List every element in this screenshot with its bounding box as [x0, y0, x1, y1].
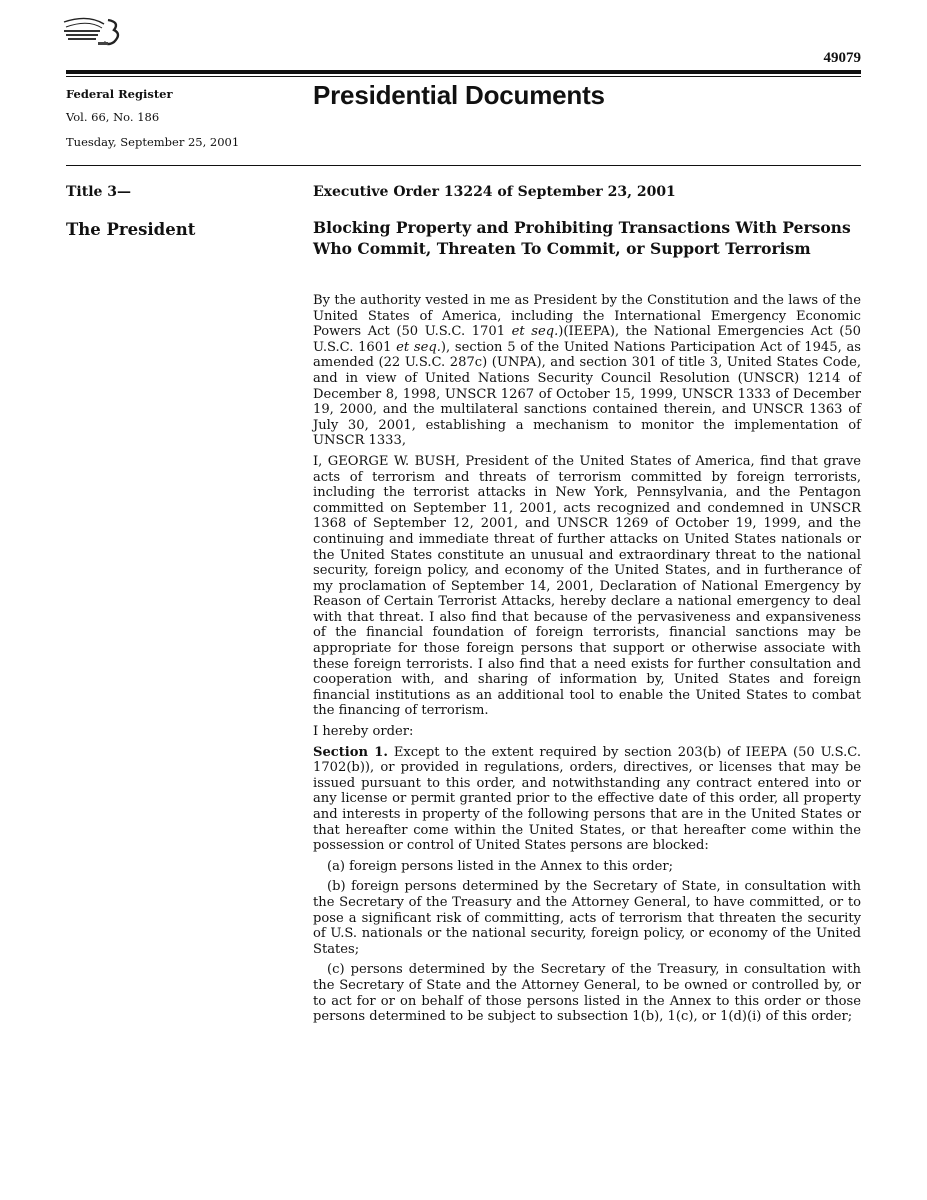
preamble-text-1: By the authority vested in me as President by the Constitution and the laws of the United States of America, including the International Emergency Economic Powers Act (50 U.S.C. 1701	[313, 293, 861, 340]
item-b: (b) foreign persons determined by the Secretary of State, in consultation with the Secretary of the Treasury and the Attorney General, to have committed, or to pose a significant risk of committing, acts of terrorism that threaten the security of U.S. nationals or the national security, foreign policy, or economy of the United States;	[313, 879, 861, 957]
order-statement: I hereby order:	[313, 724, 414, 740]
section-title: Presidential Documents	[313, 80, 605, 110]
order-body	[313, 293, 861, 1030]
item-c: (c) persons determined by the Secretary of the Treasury, in consultation with the Secretary of State and the Attorney General, to be owned or controlled by, or to act for or on behalf of those persons listed in the Annex to this order or those persons determined to be subject to subsection 1(b), 1(c), or 1(d)(i) of this order;	[313, 962, 861, 1025]
et-seq-italic: et seq.	[396, 339, 441, 355]
order-heading: Executive Order 13224 of September 23, 2001	[313, 184, 676, 200]
section-rule	[66, 165, 861, 166]
et-seq-italic: et seq.	[511, 324, 559, 340]
title-name: The President	[66, 220, 196, 239]
item-a: (a) foreign persons listed in the Annex to this order;	[327, 858, 674, 874]
section-1-paragraph	[313, 745, 861, 854]
preamble-text-3: ), section 5 of the United Nations Participation Act of 1945, as amended (22 U.S.C. 287c) (UNPA), and section 301 of title 3, United States Code, and in view of United Nations Security Council Resolution (UNSCR) 1214 of December 8, 1998, UNSCR 1267 of October 15, 1999, UNSCR 1333 of December 19, 2000, and the multilateral sanctions contained therein, and UNSCR 1363 of July 30, 2001, establishing a mechanism to monitor the implementation of UNSCR 1333,	[313, 339, 861, 449]
publication-date: Tuesday, September 25, 2001	[66, 135, 240, 149]
volume-number: Vol. 66, No. 186	[66, 110, 160, 124]
header-rule-thin	[66, 76, 861, 77]
preamble-text-2: )(IEEPA), the National Emergencies Act (50 U.S.C. 1601	[313, 324, 861, 355]
header-rule	[66, 70, 861, 74]
section-1-label: Section 1.	[313, 744, 388, 760]
preamble-paragraph	[313, 293, 861, 449]
order-subject: Blocking Property and Prohibiting Transactions With Persons Who Commit, Threaten To Commit, or Support Terrorism	[313, 218, 851, 258]
page-number: 49079	[823, 50, 861, 66]
findings-paragraph: I, GEORGE W. BUSH, President of the United States of America, find that grave acts of terrorism and threats of terrorism committed by foreign terrorists, including the terrorist attacks in New York, Pennsylvania, and the Pentagon committed on September 11, 2001, acts recognized and condemned in UNSCR 1368 of September 12, 2001, and UNSCR 1269 of October 19, 1999, and the continuing and immediate threat of further attacks on United States nationals or the United States constitute an unusual and extraordinary threat to the national security, foreign policy, and economy of the United States, and in furtherance of my proclamation of September 14, 2001, Declaration of National Emergency by Reason of Certain Terrorist Attacks, hereby declare a national emergency to deal with that threat. I also find that because of the pervasiveness and expansiveness of the financial foundation of foreign terrorists, financial sanctions may be appropriate for those foreign persons that support or otherwise associate with these foreign terrorists. I also find that a need exists for further consultation and cooperation with, and sharing of information by, United States and foreign financial institutions as an additional tool to enable the United States to combat the financing of terrorism.	[313, 453, 861, 719]
register-label: Federal Register	[66, 87, 173, 101]
section-1-text: Except to the extent required by section 203(b) of IEEPA (50 U.S.C. 1702(b)), or provided in regulations, orders, directives, or licenses that may be issued pursuant to this order, and notwithstanding any contract entered into or any license or permit granted prior to the effective date of this order, all property and interests in property of the following persons that are in the United States or that hereafter come within the United States, or that hereafter come within the possession or control of United States persons are blocked:	[313, 744, 861, 854]
gpo-logo	[58, 12, 128, 52]
title-number: Title 3—	[66, 184, 132, 200]
